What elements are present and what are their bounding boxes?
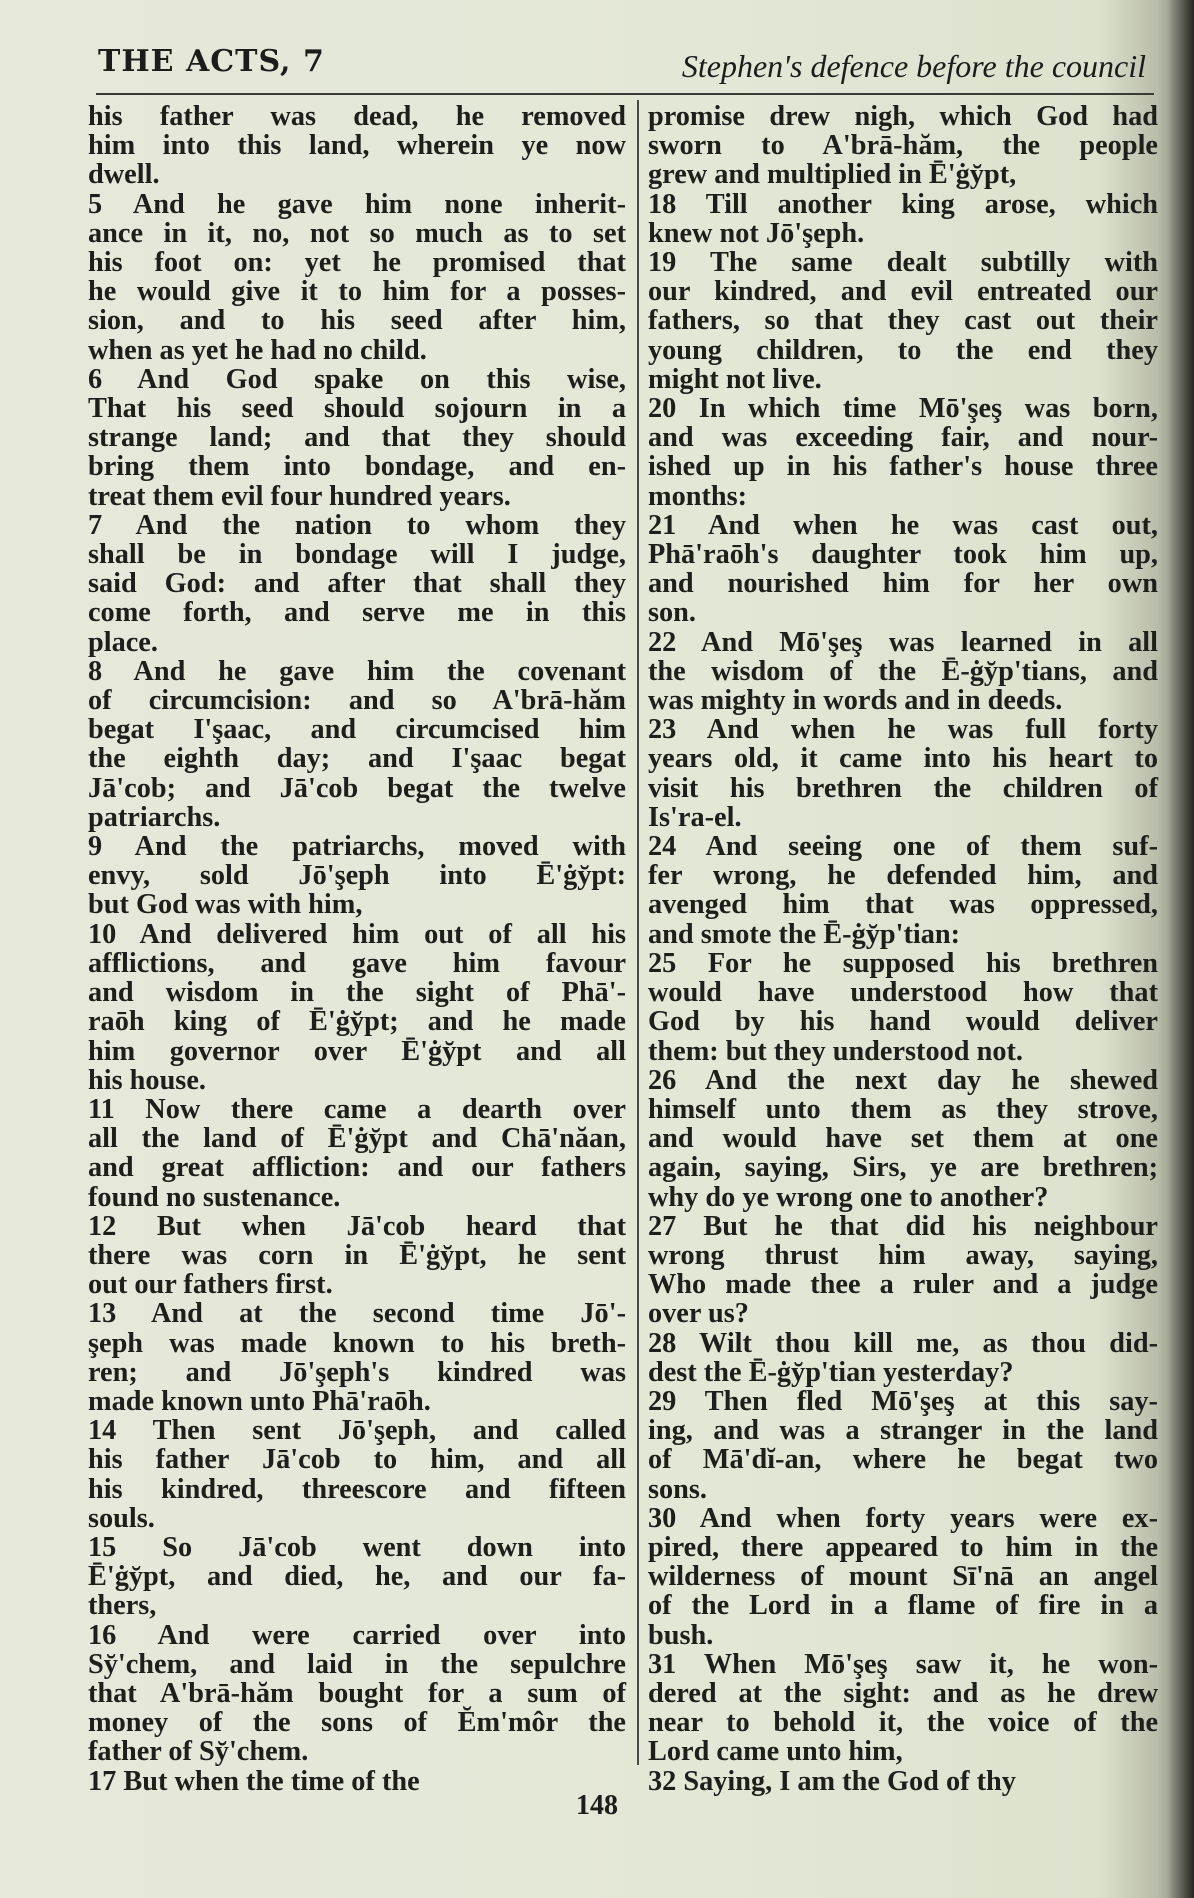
text-line: 15 So Jā'cob went down into [88, 1531, 626, 1563]
text-line: wrong thrust him away, saying, [648, 1239, 1158, 1271]
text-line: Is'ra-el. [648, 801, 742, 833]
text-line: knew not Jō'şeph. [648, 217, 865, 249]
text-line: 13 And at the second time Jō'- [88, 1298, 626, 1330]
text-line: 24 And seeing one of them suf- [648, 831, 1158, 863]
text-line: 5 And he gave him none inherit- [88, 188, 626, 220]
text-line: the wisdom of the Ē-ġy̆p'tians, and [648, 655, 1158, 687]
text-line: envy, sold Jō'şeph into Ē'ġy̆pt: [88, 860, 626, 892]
text-line: treat them evil four hundred years. [88, 480, 511, 512]
text-line: dered at the sight: and as he drew [648, 1677, 1158, 1709]
text-line: might not live. [648, 363, 822, 395]
text-line: wilderness of mount Sī'nā an angel [648, 1561, 1158, 1593]
text-line: That his seed should sojourn in a [88, 393, 626, 425]
text-line: young children, to the end they [648, 334, 1158, 366]
text-line: sworn to A'brā-hăm, the people [648, 130, 1158, 162]
text-line: again, saying, Sirs, ye are brethren; [648, 1152, 1158, 1184]
text-line: pired, there appeared to him in the [648, 1531, 1158, 1563]
text-line: begat I'şaac, and circumcised him [88, 714, 626, 746]
text-line: fer wrong, he defended him, and [648, 860, 1158, 892]
text-line: but God was with him, [88, 889, 363, 921]
text-line: raōh king of Ē'ġy̆pt; and he made [88, 1006, 626, 1038]
text-line: 32 Saying, I am the God of thy [648, 1765, 1016, 1797]
text-line: souls. [88, 1502, 155, 1534]
text-line: 7 And the nation to whom they [88, 509, 626, 541]
text-line: fathers, so that they cast out their [648, 305, 1158, 337]
text-line: was mighty in words and in deeds. [648, 685, 1063, 717]
text-line: 8 And he gave him the covenant [88, 655, 626, 687]
text-line: and great affliction: and our fathers [88, 1152, 626, 1184]
text-line: over us? [648, 1298, 749, 1330]
text-line: when as yet he had no child. [88, 334, 427, 366]
text-line: of Mā'dĭ-an, where he begat two [648, 1444, 1158, 1476]
text-line: his house. [88, 1064, 206, 1096]
text-line: sons. [648, 1473, 707, 1505]
text-line: his father was dead, he removed [88, 101, 626, 132]
text-line: 26 And the next day he shewed [648, 1064, 1158, 1096]
text-line: 20 In which time Mō'şeş was born, [648, 393, 1158, 425]
text-line: of the Lord in a flame of fire in a [648, 1590, 1158, 1622]
text-line: 10 And delivered him out of all his [88, 918, 626, 950]
text-line: dwell. [88, 159, 160, 191]
text-line: sion, and to his seed after him, [88, 305, 626, 337]
header-rule [96, 93, 1154, 95]
text-line: them: but they understood not. [648, 1035, 1023, 1067]
text-line: avenged him that was oppressed, [648, 889, 1158, 921]
text-line: God by his hand would deliver [648, 1006, 1158, 1038]
text-line: son. [648, 597, 696, 629]
text-line: he would give it to him for a posses- [88, 276, 626, 308]
text-line: Phā'raōh's daughter took him up, [648, 539, 1158, 571]
text-line: and was exceeding fair, and nour- [648, 422, 1158, 454]
text-line: 9 And the patriarchs, moved with [88, 831, 626, 863]
text-line: strange land; and that they should [88, 422, 626, 454]
text-line: there was corn in Ē'ġy̆pt, he sent [88, 1239, 626, 1271]
text-line: months: [648, 480, 748, 512]
text-line: place. [88, 626, 158, 658]
text-line: bring them into bondage, and en- [88, 451, 626, 483]
text-line: 17 But when the time of the [88, 1765, 420, 1797]
text-line: 29 Then fled Mō'şeş at this say- [648, 1385, 1158, 1417]
column-divider [637, 100, 639, 1765]
text-line: found no sustenance. [88, 1181, 341, 1213]
text-line: 22 And Mō'şeş was learned in all [648, 626, 1158, 658]
text-line: 11 Now there came a dearth over [88, 1093, 626, 1125]
text-line: come forth, and serve me in this [88, 597, 626, 629]
text-line: shall be in bondage will I judge, [88, 539, 626, 571]
text-line: and smote the Ē-ġy̆p'tian: [648, 918, 961, 950]
text-line: why do ye wrong one to another? [648, 1181, 1049, 1213]
text-line: Jā'cob; and Jā'cob begat the twelve [88, 772, 626, 804]
text-line: 6 And God spake on this wise, [88, 363, 626, 395]
text-line: 23 And when he was full forty [648, 714, 1158, 746]
text-line: and would have set them at one [648, 1123, 1158, 1155]
text-line: years old, it came into his heart to [648, 743, 1158, 775]
text-line: 21 And when he was cast out, [648, 509, 1158, 541]
text-line: that A'brā-hăm bought for a sum of [88, 1677, 626, 1709]
text-line: Lord came unto him, [648, 1736, 903, 1768]
text-line: ren; and Jō'şeph's kindred was [88, 1356, 626, 1388]
text-line: 16 And were carried over into [88, 1619, 626, 1651]
left-column [88, 101, 626, 1797]
right-column [648, 101, 1158, 1797]
text-line: our kindred, and evil entreated our [648, 276, 1158, 308]
text-line: him governor over Ē'ġy̆pt and all [88, 1035, 626, 1067]
text-line: all the land of Ē'ġy̆pt and Chā'năan, [88, 1123, 626, 1155]
text-line: thers, [88, 1590, 157, 1622]
text-line: 31 When Mō'şeş saw it, he won- [648, 1648, 1158, 1680]
text-line: the eighth day; and I'şaac begat [88, 743, 626, 775]
text-line: 12 But when Jā'cob heard that [88, 1210, 626, 1242]
text-line: 30 And when forty years were ex- [648, 1502, 1158, 1534]
text-line: father of Sy̆'chem. [88, 1736, 309, 1768]
text-line: his foot on: yet he promised that [88, 247, 626, 279]
text-line: 27 But he that did his neighbour [648, 1210, 1158, 1242]
text-line: 28 Wilt thou kill me, as thou did- [648, 1327, 1158, 1359]
text-line: would have understood how that [648, 977, 1158, 1009]
text-line: grew and multiplied in Ē'ġy̆pt, [648, 159, 1017, 191]
text-line: ished up in his father's house three [648, 451, 1158, 483]
text-line: 19 The same dealt subtilly with [648, 247, 1158, 279]
text-line: bush. [648, 1619, 714, 1651]
text-line: ance in it, no, not so much as to set [88, 217, 626, 249]
text-line: ing, and was a stranger in the land [648, 1415, 1158, 1447]
text-line: money of the sons of Ĕm'môr the [88, 1707, 626, 1739]
text-line: promise drew nigh, which God had [648, 101, 1158, 132]
page-number: 148 [576, 1790, 618, 1821]
text-line: Sy̆'chem, and laid in the sepulchre [88, 1648, 626, 1680]
text-line: 18 Till another king arose, which [648, 188, 1158, 220]
text-line: afflictions, and gave him favour [88, 947, 626, 979]
text-line: patriarchs. [88, 801, 221, 833]
text-line: dest the Ē-ġy̆p'tian yesterday? [648, 1356, 1014, 1388]
running-head-book: THE ACTS, 7 [98, 44, 325, 79]
text-line: and wisdom in the sight of Phā'- [88, 977, 626, 1009]
text-line: visit his brethren the children of [648, 772, 1158, 804]
text-line: himself unto them as they strove, [648, 1093, 1158, 1125]
running-head-topic: Stephen's defence before the council [681, 48, 1146, 84]
text-line: şeph was made known to his breth- [88, 1327, 626, 1359]
text-line: Ē'ġy̆pt, and died, he, and our fa- [88, 1561, 626, 1593]
text-line: 25 For he supposed his brethren [648, 947, 1158, 979]
text-line: of circumcision: and so A'brā-hăm [88, 685, 626, 717]
page-edge-shadow [1168, 0, 1194, 1898]
text-line: near to behold it, the voice of the [648, 1707, 1158, 1739]
text-line: Who made thee a ruler and a judge [648, 1269, 1158, 1301]
text-line: his father Jā'cob to him, and all [88, 1444, 626, 1476]
text-line: said God: and after that shall they [88, 568, 626, 600]
text-line: out our fathers first. [88, 1269, 333, 1301]
text-line: and nourished him for her own [648, 568, 1158, 600]
text-line: him into this land, wherein ye now [88, 130, 626, 162]
text-line: 14 Then sent Jō'şeph, and called [88, 1415, 626, 1447]
text-line: made known unto Phā'raōh. [88, 1385, 431, 1417]
text-line: his kindred, threescore and fifteen [88, 1473, 626, 1505]
